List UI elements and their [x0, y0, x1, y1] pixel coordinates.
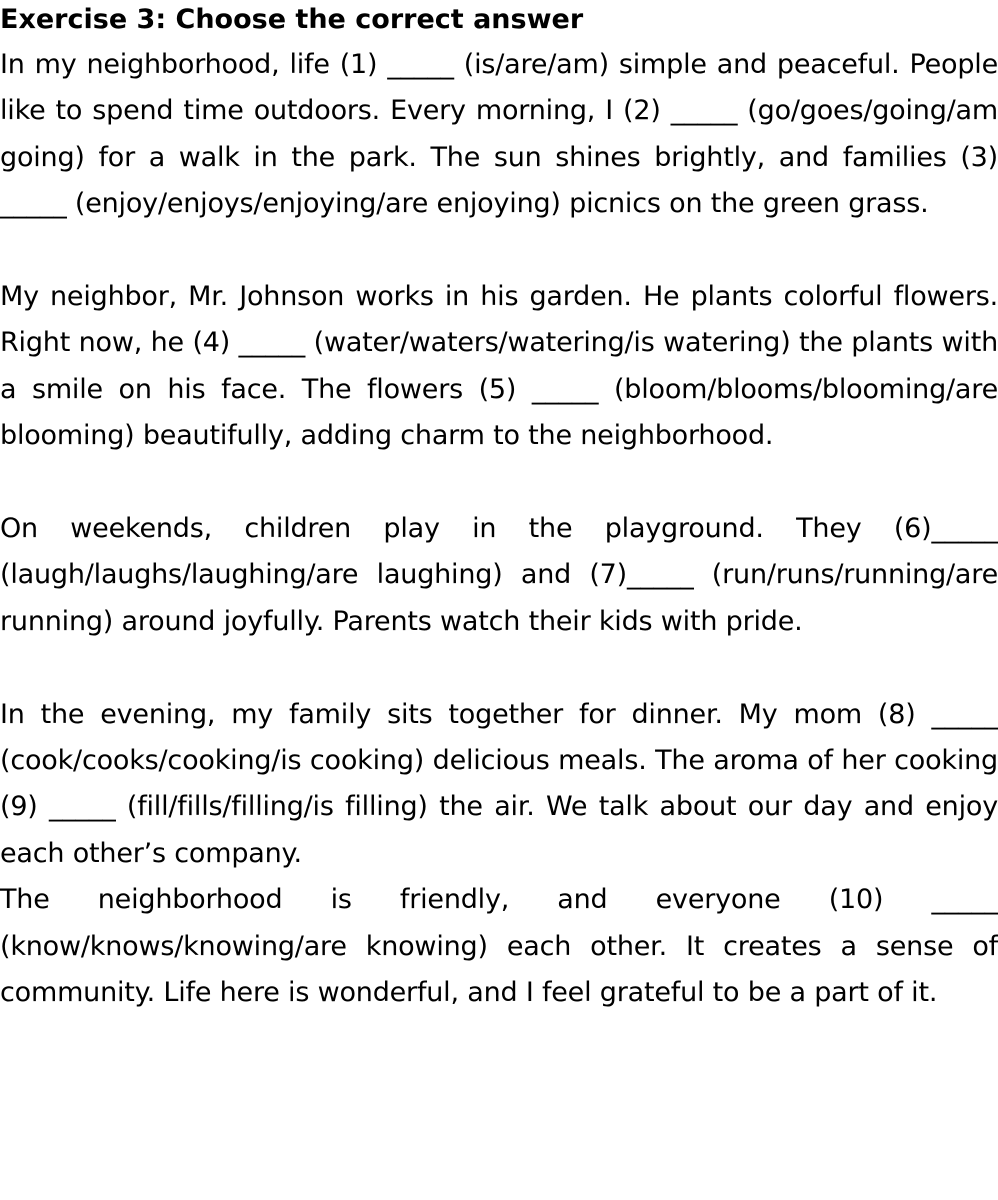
paragraph-4: In the evening, my family sits together for dinner. My mom (8) _____ (cook/cooks/cooking/is cooking) delicious meals. The aroma of her cooking (9) _____ (fill/fills/filling/is filling) the air. We talk about our day and enjoy each other’s company.	[0, 698, 998, 869]
paragraph-spacer	[0, 645, 998, 691]
paragraph-5: The neighborhood is friendly, and everyone (10) _____ (know/knows/knowing/are knowing) each other. It creates a sense of community. Life here is wonderful, and I feel grateful to be a part of it.	[0, 884, 998, 1009]
paragraph-spacer	[0, 460, 998, 506]
paragraph-3: On weekends, children play in the playground. They (6)_____ (laugh/laughs/laughing/are laughing) and (7)_____ (run/runs/running/are running) around joyfully. Parents watch their kids with pride.	[0, 513, 998, 637]
exercise-title: Exercise 3: Choose the correct answer	[0, 4, 584, 35]
paragraph-1: In my neighborhood, life (1) _____ (is/are/am) simple and peaceful. People like to spend time outdoors. Every morning, I (2) _____ (go/goes/going/am going) for a walk in the park. The sun shines brightly, and families (3) _____ (enjoy/enjoys/enjoying/are enjoying) picnics on the green grass.	[0, 49, 998, 220]
paragraph-2: My neighbor, Mr. Johnson works in his garden. He plants colorful flowers. Right now, he (4) _____ (water/waters/watering/is watering) the plants with a smile on his face. The flowers (5) _____ (bloom/blooms/blooming/are blooming) beautifully, adding charm to the neighborhood.	[0, 281, 998, 452]
paragraph-spacer	[0, 228, 998, 274]
